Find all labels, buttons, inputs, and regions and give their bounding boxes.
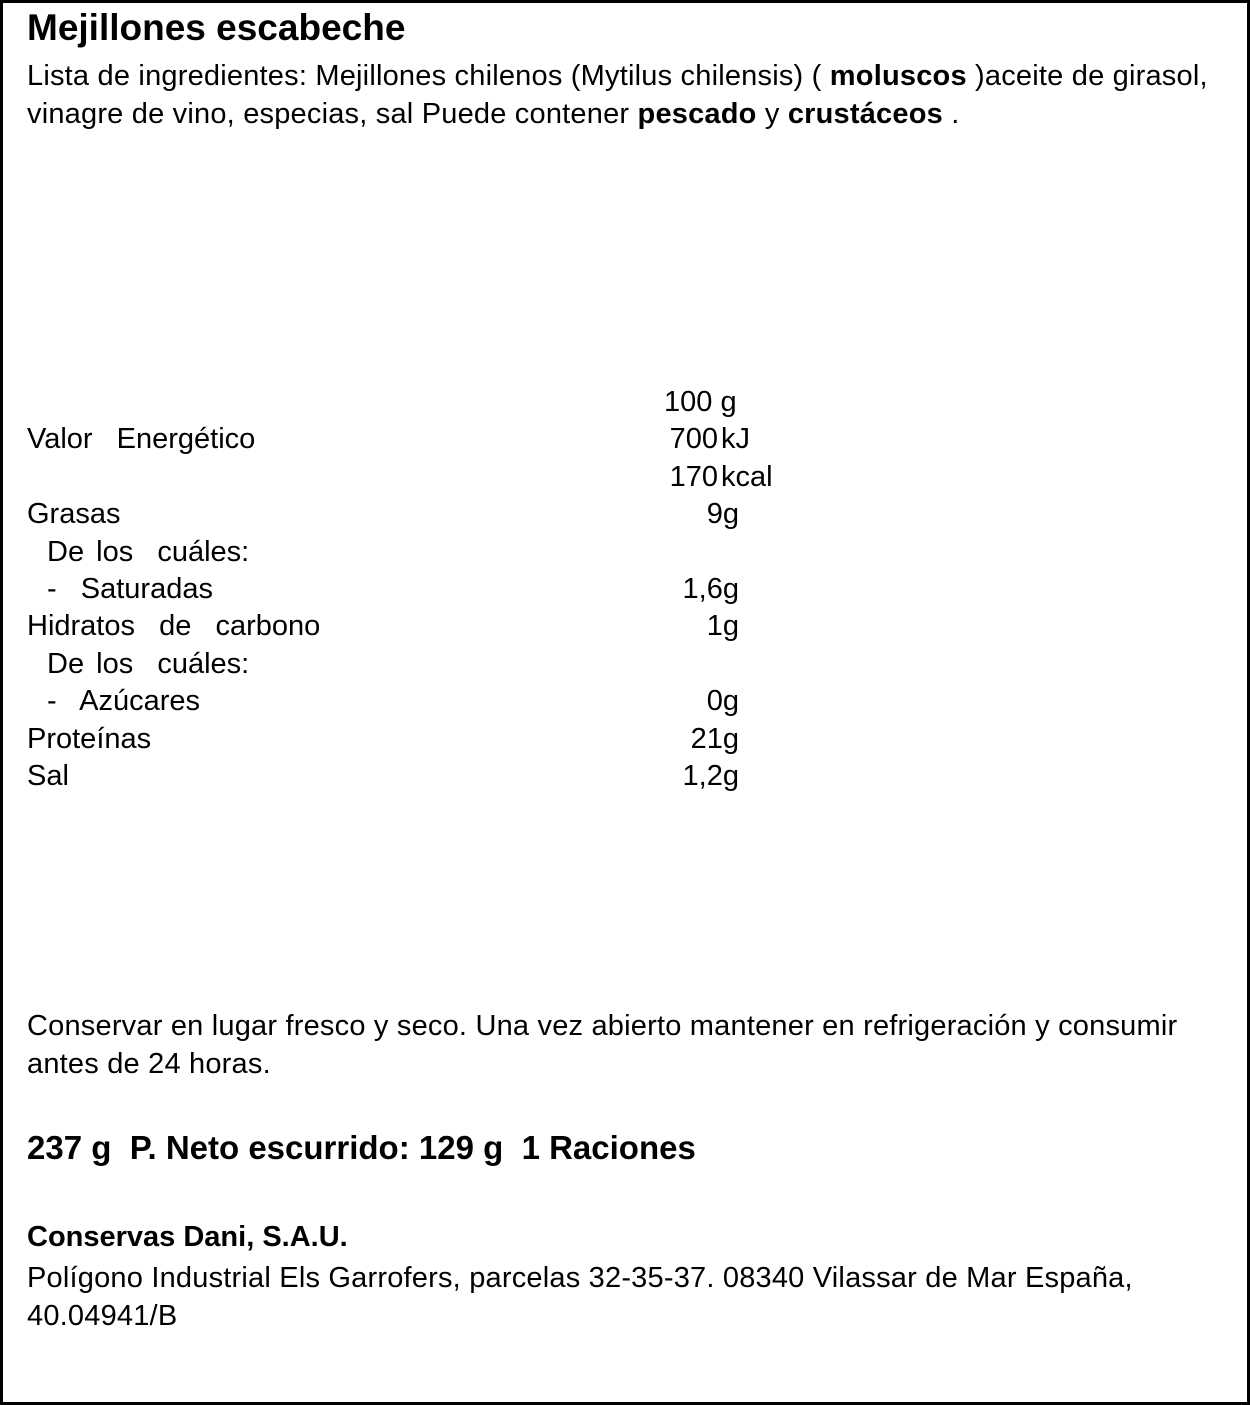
nutrition-row <box>3 648 1250 685</box>
allergen-crustaceos: crustáceos <box>787 98 943 130</box>
nutrition-label: De los cuáles: <box>47 535 250 568</box>
nutrition-value: 21g <box>690 722 739 755</box>
net-weight-line: 237 g P. Neto escurrido: 129 g 1 Raciones <box>27 1129 696 1166</box>
ingredients-list <box>27 57 1227 133</box>
storage-instructions: Conservar en lugar fresco y seco. Una vez abierto mantener en refrigeración y consumir antes de 24 horas. <box>27 1010 1178 1080</box>
allergen-moluscos: moluscos <box>829 60 967 92</box>
nutrition-label: - Saturadas <box>47 572 213 605</box>
ingredients-conjunction: y <box>756 98 788 130</box>
nutrition-unit-kcal: kcal <box>721 460 773 493</box>
nutrition-table <box>3 386 1250 797</box>
nutrition-row-energy-kcal <box>3 461 1250 498</box>
nutrition-header: 100 g <box>664 386 737 418</box>
nutrition-row <box>3 573 1250 610</box>
nutrition-unit-kj: kJ <box>721 423 750 456</box>
nutrition-row <box>3 723 1250 760</box>
nutrition-value: 1,6g <box>682 572 739 605</box>
nutrition-row <box>3 760 1250 797</box>
nutrition-row <box>3 610 1250 647</box>
nutrition-label-energy: Valor Energético <box>27 423 256 456</box>
product-title: Mejillones escabeche <box>27 7 406 48</box>
nutrition-header-row <box>3 386 1250 423</box>
nutrition-row <box>3 685 1250 722</box>
nutrition-row-energy-kj <box>3 423 1250 460</box>
nutrition-label: De los cuáles: <box>47 647 250 680</box>
nutrition-value-kj: 700 <box>669 423 718 456</box>
nutrition-label: Hidratos de carbono <box>27 610 321 643</box>
ingredients-middle: )aceite de girasol, vinagre de vino, especias, sal Puede contener <box>27 60 1208 130</box>
nutrition-row <box>3 536 1250 573</box>
company-address: Polígono Industrial Els Garrofers, parcelas 32-35-37. 08340 Vilassar de Mar España, 40.04941/B <box>27 1262 1133 1332</box>
nutrition-label: Sal <box>27 759 69 792</box>
nutrition-label: Grasas <box>27 498 121 531</box>
nutrition-row <box>3 498 1250 535</box>
nutrition-value-kcal: 170 <box>669 460 718 493</box>
nutrition-value: 0g <box>706 685 739 718</box>
nutrition-label: Proteínas <box>27 722 152 755</box>
nutrition-value: 9g <box>706 498 739 531</box>
ingredients-prefix: Lista de ingredientes: Mejillones chilenos (Mytilus chilensis) ( <box>27 60 830 92</box>
company-name: Conservas Dani, S.A.U. <box>27 1221 348 1253</box>
nutrition-value: 1,2g <box>682 759 739 792</box>
nutrition-label: - Azúcares <box>47 685 201 718</box>
allergen-pescado: pescado <box>637 98 757 130</box>
nutrition-value: 1g <box>706 610 739 643</box>
ingredients-suffix: . <box>942 98 960 130</box>
